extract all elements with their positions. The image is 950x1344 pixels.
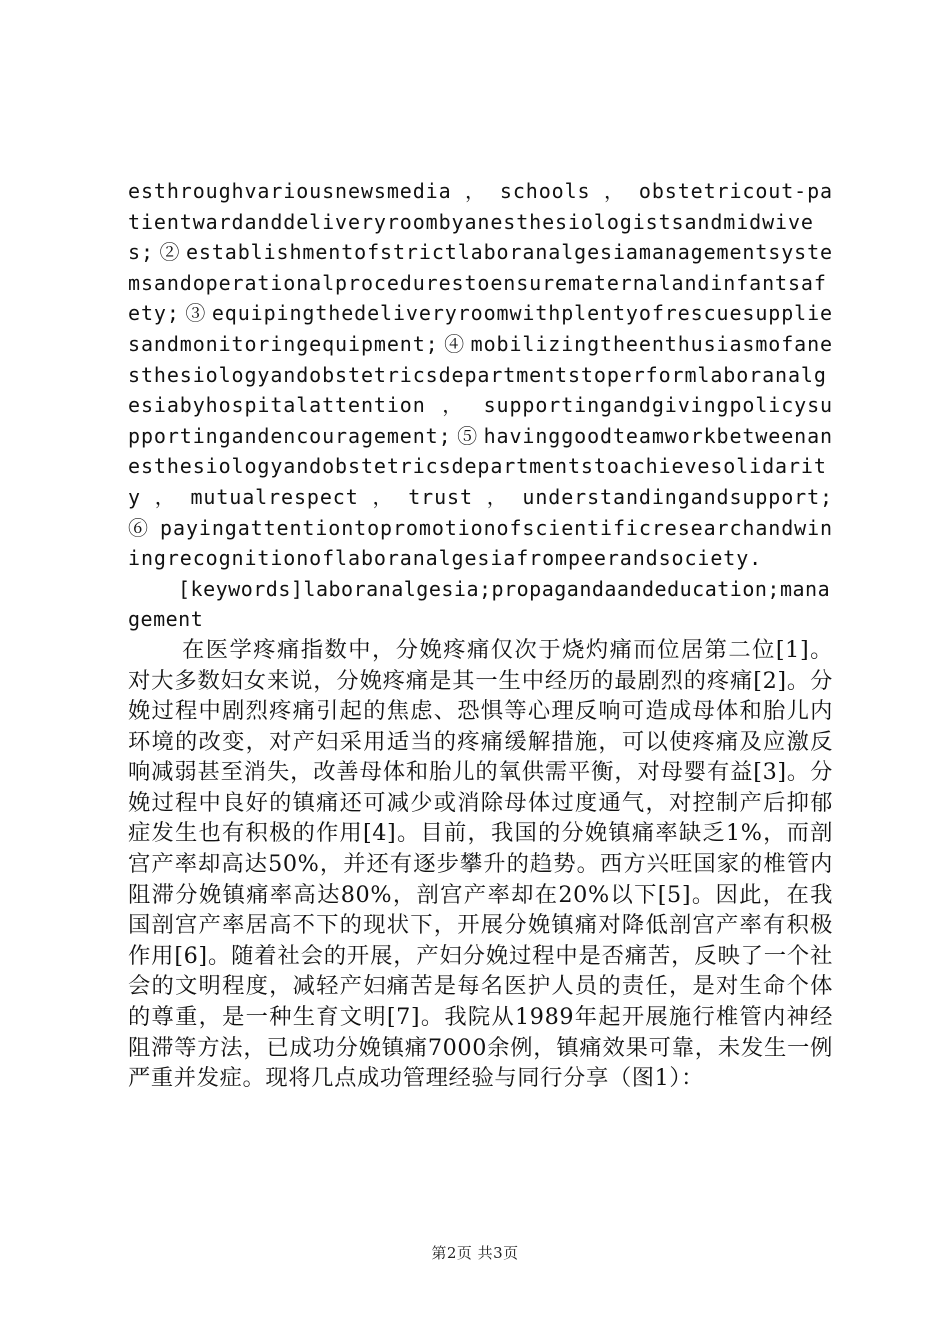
body-paragraph: 在医学疼痛指数中，分娩疼痛仅次于烧灼痛而位居第二位[1]。对大多数妇女来说，分娩疼痛是其一生中经历的最剧烈的疼痛[2]。分娩过程中剧烈疼痛引起的焦虑、恐惧等心理反响可造成母体和胎儿内环境的改变，对产妇采用适当的疼痛缓解措施，可以使疼痛及应激反响减弱甚至消失，改善母体和胎儿的氧供需平衡，对母婴有益[3]。分娩过程中良好的镇痛还可减少或消除母体过度通气，对控制产后抑郁症发生也有积极的作用[4]。目前，我国的分娩镇痛率缺乏1%，而剖宫产率却高达50%，并还有逐步攀升的趋势。西方兴旺国家的椎管内阻滞分娩镇痛率高达80%，剖宫产率却在20%以下[5]。因此，在我国剖宫产率居高不下的现状下，开展分娩镇痛对降低剖宫产率有积极作用[6]。随着社会的开展，产妇分娩过程中是否痛苦，反映了一个社会的文明程度，减轻产妇痛苦是每名医护人员的责任，是对生命个体的尊重，是一种生育文明[7]。我院从1989年起开展施行椎管内神经阻滞等方法，已成功分娩镇痛7000余例，镇痛效果可靠，未发生一例严重并发症。现将几点成功管理经验与同行分享（图1）：	[128, 636, 833, 1092]
page-footer: 第2页 共3页	[431, 1244, 519, 1262]
abstract-continuation-paragraph: esthroughvariousnewsmedia ， schools ， obstetricout-patientwardanddeliveryroombyanesthesiologistsandmidwives;②establishmentofstrictlaboranalgesiamanagementsystemsandoperationalprocedurestoensurematernalandinfantsafety;③equipingthedeliveryroomwithplentyofrescuesuppliesandmonitoringequipment;④mobilizingtheenthusiasmofanesthesiologyandobstetricsdepartmentstoperformlaboranalgesiabyhospitalattention ， supportingandgivingpolicysupportingandencouragement;⑤havinggoodteamworkbetweenanesthesiologyandobstetricsdepartmentstoachievesolidarity ， mutualrespect ， trust ， understandingandsupport;⑥payingattentiontopromotionofscientificresearchandwiningrecognitionoflaboranalgesiafrompeerandsociety.	[128, 179, 833, 571]
keywords-paragraph: [keywords]laboranalgesia;propagandaandeducation;management	[128, 576, 831, 632]
document-page	[128, 176, 833, 1094]
